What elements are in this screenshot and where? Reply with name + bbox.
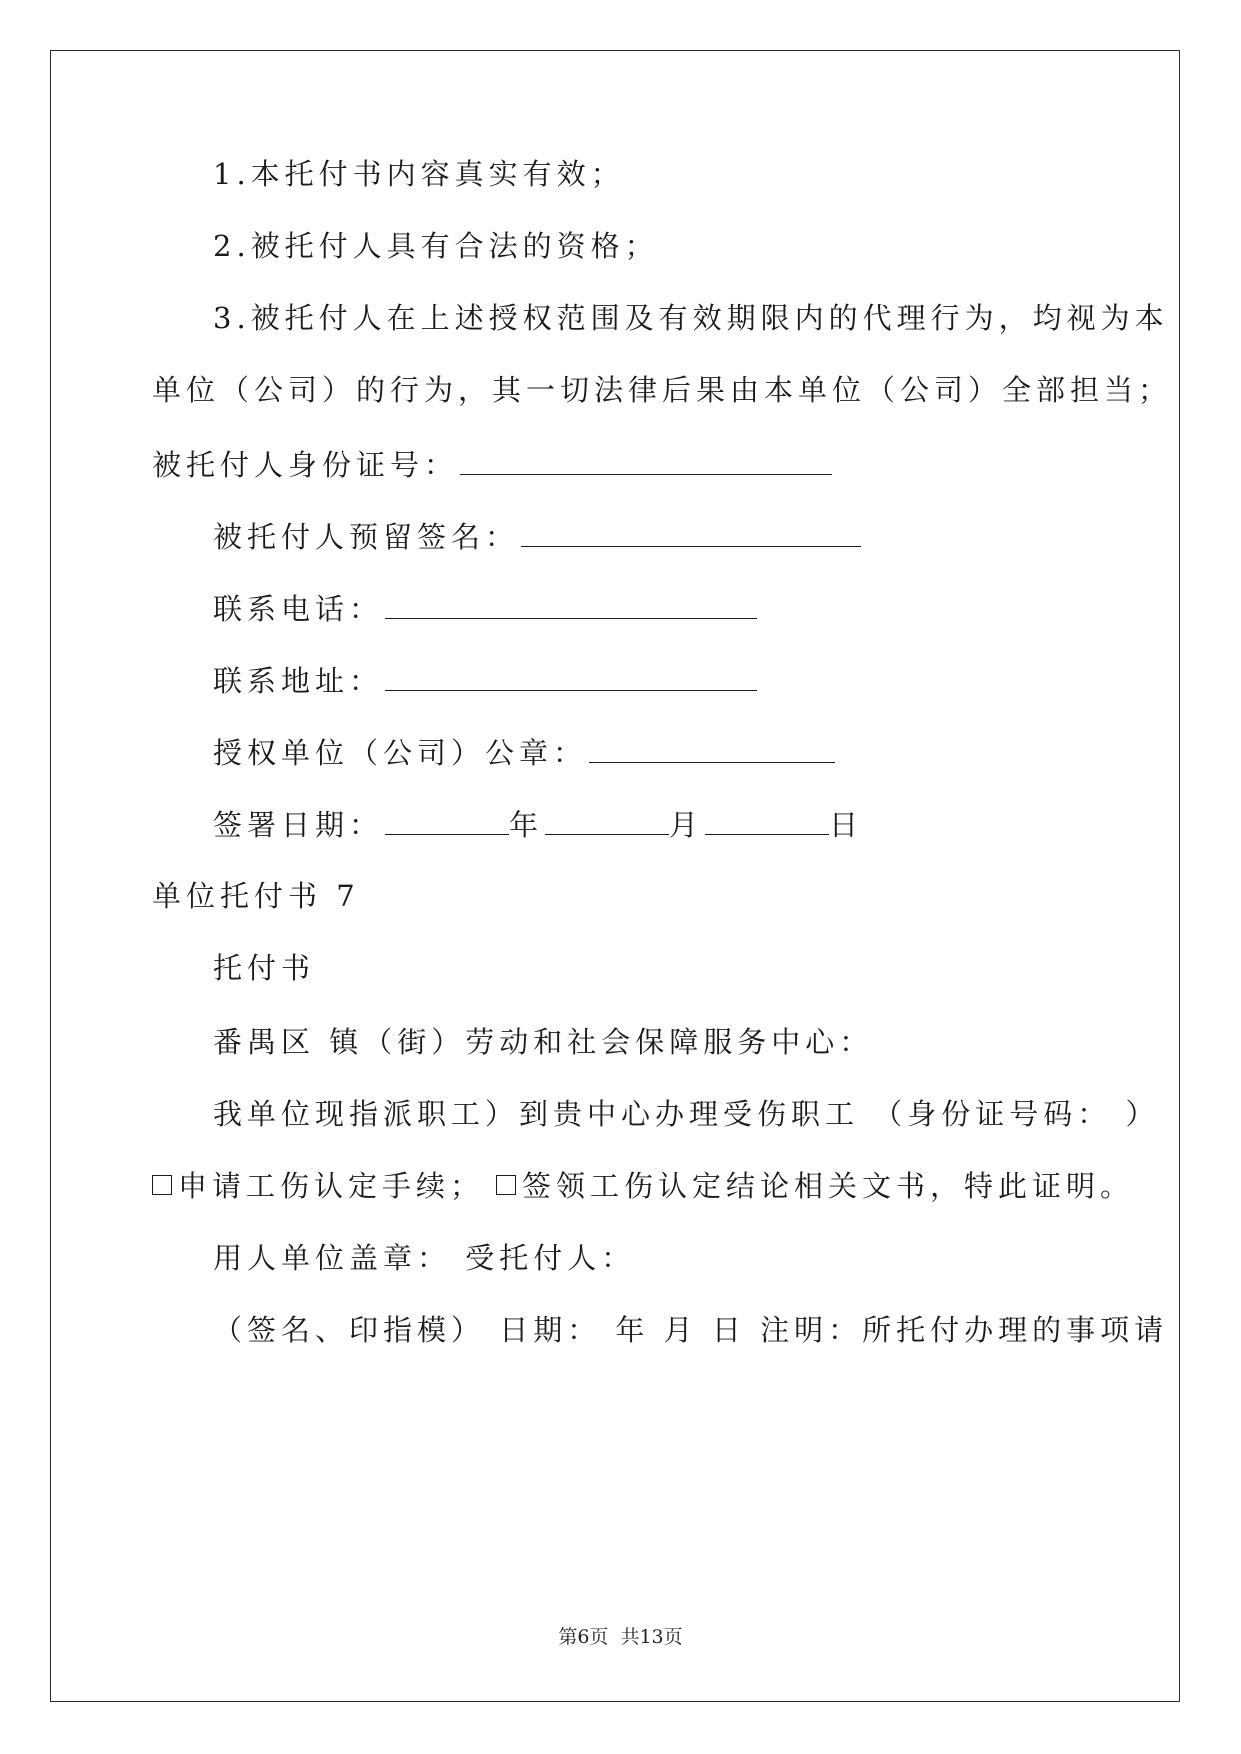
- document-heading: 托付书: [213, 951, 316, 985]
- address-field[interactable]: [385, 662, 757, 691]
- date-row: [213, 806, 863, 843]
- phone-row: [213, 590, 757, 627]
- address-label: 联系地址：: [213, 664, 384, 698]
- page-footer: [0, 1622, 1241, 1649]
- id-number-label: 被托付人身份证号：: [152, 448, 459, 482]
- year-field[interactable]: [385, 806, 509, 835]
- id-number-row: [152, 446, 832, 483]
- seal-row: [213, 734, 835, 771]
- body-paragraph: 我单位现指派职工）到贵中心办理受伤职工 （身份证号码： ）: [213, 1097, 1160, 1131]
- addressee: 番禺区 镇（街）劳动和社会保障服务中心：: [213, 1025, 874, 1059]
- date-label: 签署日期：: [213, 808, 384, 842]
- section-title: 单位托付书 7: [152, 879, 360, 913]
- signature-date-note: （签名、印指模） 日期： 年 月 日 注明：所托付办理的事项请: [213, 1313, 1169, 1347]
- month-label: 月: [669, 808, 704, 842]
- id-number-field[interactable]: [460, 446, 832, 475]
- item-3-continued: 单位（公司）的行为，其一切法律后果由本单位（公司）全部担当；: [152, 373, 1173, 407]
- year-label: 年: [509, 808, 544, 842]
- address-row: [213, 662, 757, 699]
- checkbox-collect[interactable]: [496, 1175, 516, 1195]
- checkbox-row: [152, 1168, 1134, 1204]
- checkbox-apply-label: 申请工伤认定手续；: [178, 1169, 485, 1203]
- day-field[interactable]: [705, 806, 829, 835]
- page-border: [50, 50, 1180, 1702]
- item-3: 3.被托付人在上述授权范围及有效期限内的代理行为，均视为本: [213, 301, 1169, 335]
- phone-label: 联系电话：: [213, 592, 384, 626]
- signature-row: [213, 518, 861, 555]
- month-field[interactable]: [545, 806, 669, 835]
- signature-field[interactable]: [521, 518, 861, 547]
- seal-label: 授权单位（公司）公章：: [213, 736, 588, 770]
- signature-label: 被托付人预留签名：: [213, 520, 520, 554]
- page-total: 共13页: [620, 1626, 683, 1648]
- phone-field[interactable]: [385, 590, 757, 619]
- day-label: 日: [829, 808, 864, 842]
- item-2: 2.被托付人具有合法的资格；: [213, 229, 659, 263]
- checkbox-collect-label: 签领工伤认定结论相关文书，特此证明。: [522, 1169, 1135, 1203]
- page-number: 第6页: [558, 1626, 609, 1648]
- checkbox-apply[interactable]: [152, 1175, 172, 1195]
- employer-seal-line: 用人单位盖章： 受托付人：: [213, 1241, 636, 1275]
- item-1: 1.本托付书内容真实有效；: [213, 157, 625, 191]
- seal-field[interactable]: [589, 734, 835, 763]
